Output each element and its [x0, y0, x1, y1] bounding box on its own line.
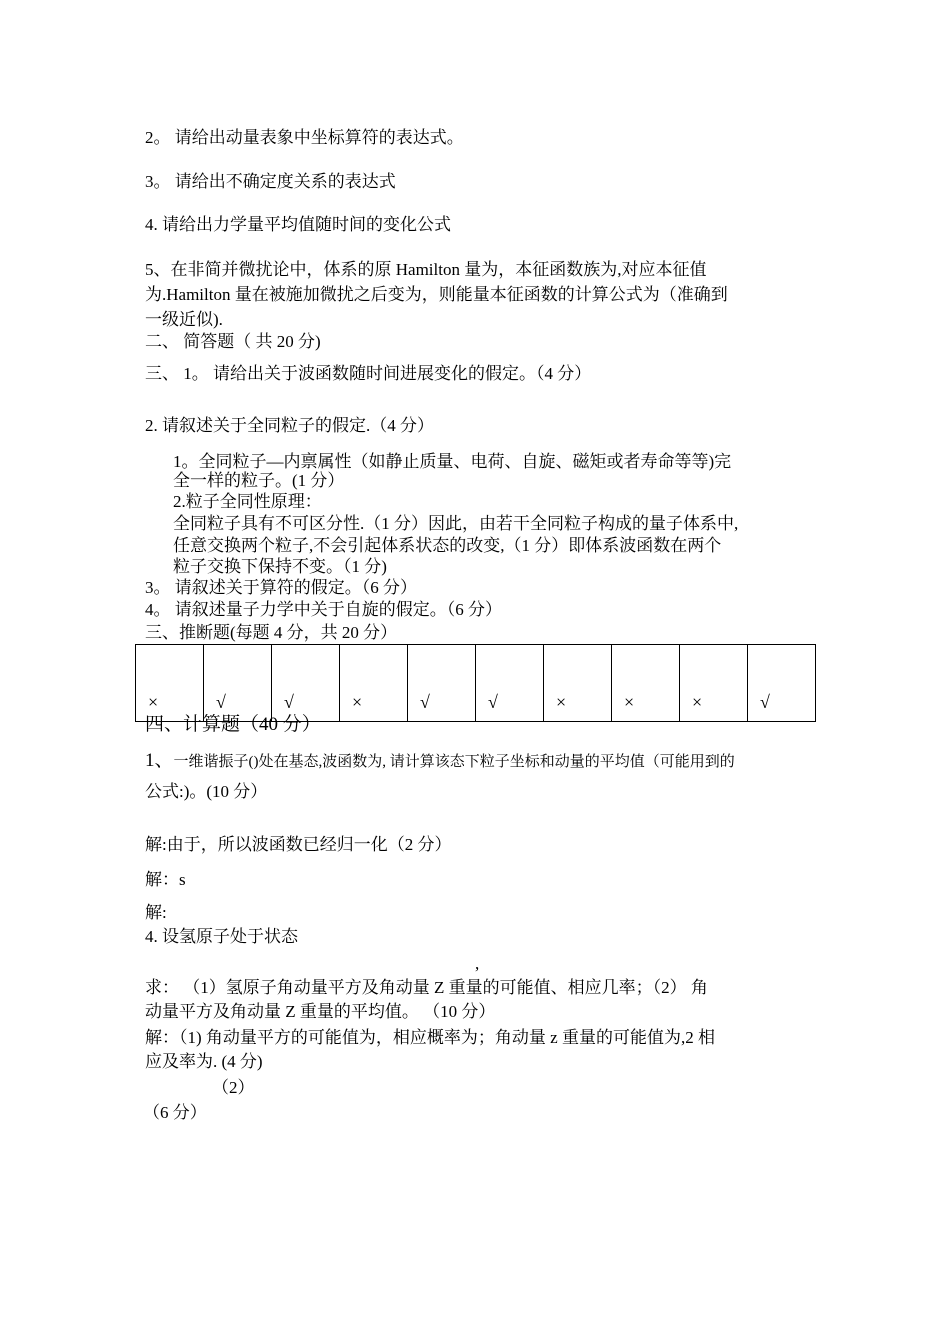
judge-cell: × — [136, 645, 204, 722]
question-2: 2。 请给出动量表象中坐标算符的表达式。 — [145, 128, 464, 147]
short-answer-question-4: 4。 请叙述量子力学中关于自旋的假定。（6 分） — [145, 600, 502, 619]
question-5-line3: 一级近似). — [145, 310, 223, 329]
calc-question-1-number: 1、 — [145, 750, 174, 771]
judge-section-heading: 三、推断题(每题 4 分，共 20 分） — [145, 623, 398, 642]
calc-4-solution-line1: 解：（1) 角动量平方的可能值为，相应概率为；角动量 z 重量的可能值为,2 相 — [145, 1028, 715, 1047]
calc-4-solution-score: （6 分） — [143, 1103, 207, 1122]
calc-4-requirement-line1: 求： （1）氢原子角动量平方及角动量 Z 重量的可能值、相应几率；（2） 角 — [145, 978, 708, 997]
section-2-heading: 二、 简答题（ 共 20 分) — [145, 332, 321, 351]
calc-4-solution-part-2: （2） — [212, 1078, 255, 1097]
question-5-line2: 为.Hamilton 量在被施加微扰之后变为，则能量本征函数的计算公式为（准确到 — [145, 285, 728, 304]
answer-line-5: 任意交换两个粒子,不会引起体系状态的改变,（1 分）即体系波函数在两个 — [173, 536, 722, 555]
section-3-question-1: 三、 1。 请给出关于波函数随时间进展变化的假定。（4 分） — [145, 364, 592, 383]
answer-line-4: 全同粒子具有不可区分性.（1 分）因此，由若干全同粒子构成的量子体系中, — [173, 514, 739, 533]
short-answer-question-2: 2. 请叙述关于全同粒子的假定.（4 分） — [145, 416, 434, 435]
section-4-heading: 四、计算题（40 分） — [145, 714, 321, 735]
judge-cell: × — [612, 645, 680, 722]
calc-1-solution-1: 解:由于，所以波函数已经归一化（2 分） — [145, 835, 452, 854]
stray-comma: , — [475, 954, 480, 973]
judge-cell: √ — [272, 645, 340, 722]
answer-line-2: 全一样的粒子。(1 分） — [173, 471, 345, 490]
calc-1-solution-3: 解: — [145, 903, 167, 922]
answer-line-6: 粒子交换下保持不变。（1 分) — [173, 557, 387, 576]
question-3: 3。 请给出不确定度关系的表达式 — [145, 172, 396, 191]
judge-cell: √ — [204, 645, 272, 722]
judge-cell: √ — [748, 645, 816, 722]
calc-question-4: 4. 设氢原子处于状态 — [145, 927, 298, 946]
question-5-line1: 5、在非简并微扰论中，体系的原 Hamilton 量为，本征函数族为,对应本征值 — [145, 260, 707, 279]
judge-cell: × — [340, 645, 408, 722]
judge-cell: × — [544, 645, 612, 722]
calc-1-solution-2: 解：s — [145, 870, 186, 889]
calc-question-1-line2: 公式:)。(10 分） — [145, 782, 268, 801]
calc-4-solution-line2: 应及率为. (4 分) — [145, 1052, 263, 1071]
judge-answer-table — [135, 644, 816, 722]
short-answer-question-3: 3。 请叙述关于算符的假定。（6 分） — [145, 578, 417, 597]
judge-cell: √ — [476, 645, 544, 722]
judge-cell: × — [680, 645, 748, 722]
answer-line-1: 1。全同粒子—内禀属性（如静止质量、电荷、自旋、磁矩或者寿命等等)完 — [173, 452, 732, 471]
calc-question-1-text: 一维谐振子()处在基态,波函数为, 请计算该态下粒子坐标和动量的平均值（可能用到的 — [173, 754, 735, 770]
answer-line-3: 2.粒子全同性原理： — [173, 492, 322, 511]
calc-4-requirement-line2: 动量平方及角动量 Z 重量的平均值。 （10 分） — [145, 1002, 496, 1021]
calc-question-1-line1 — [145, 750, 735, 773]
question-4: 4. 请给出力学量平均值随时间的变化公式 — [145, 215, 451, 234]
judge-cell: √ — [408, 645, 476, 722]
